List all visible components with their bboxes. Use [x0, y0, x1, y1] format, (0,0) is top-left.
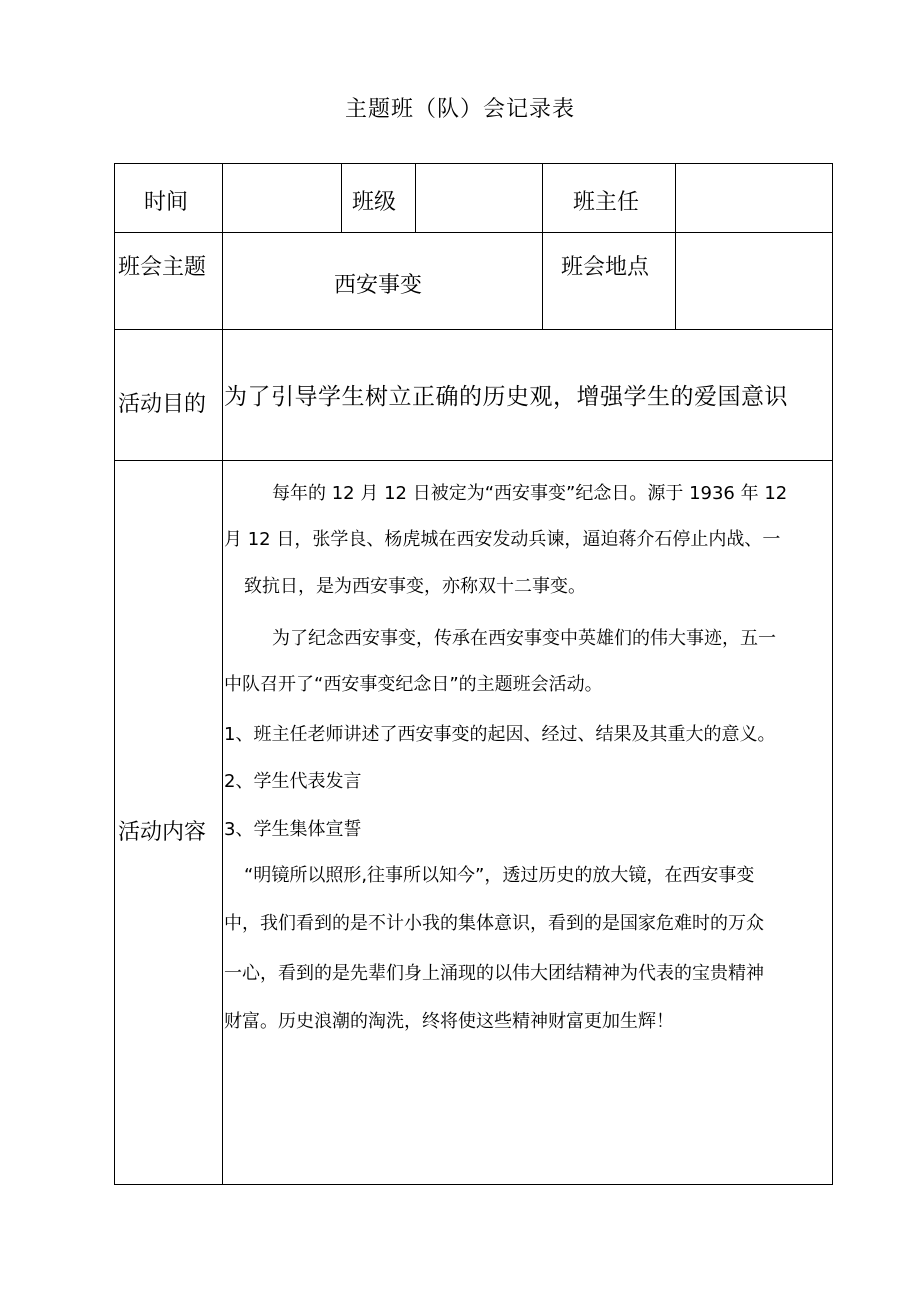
content-line: 月 12 日，张学良、杨虎城在西安发动兵谏，逼迫蒋介石停止内战、一 — [224, 529, 781, 550]
meeting-location-label-cell — [542, 232, 676, 330]
meeting-location-value-cell — [675, 232, 833, 330]
time-label: 时间 — [144, 190, 189, 215]
content-line: “明镜所以照形,往事所以知今”，透过历史的放大镜，在西安事变 — [244, 865, 755, 886]
content-line: 一心，看到的是先辈们身上涌现的以伟大团结精神为代表的宝贵精神 — [224, 963, 764, 984]
content-line: 2、学生代表发言 — [224, 771, 362, 792]
meeting-topic-label: 班会主题 — [118, 255, 207, 280]
content-line: 中队召开了“西安事变纪念日”的主题班会活动。 — [224, 674, 603, 695]
activity-purpose-value: 为了引导学生树立正确的历史观，增强学生的爱国意识 — [224, 384, 788, 410]
content-line: 1、班主任老师讲述了西安事变的起因、经过、结果及其重大的意义。 — [224, 724, 776, 745]
head-teacher-value-cell — [675, 163, 833, 233]
time-value-cell — [222, 163, 342, 233]
meeting-topic-value: 西安事变 — [334, 273, 423, 298]
content-line: 每年的 12 月 12 日被定为“西安事变”纪念日。源于 1936 年 12 — [272, 483, 788, 504]
content-line: 财富。历史浪潮的淘洗，终将使这些精神财富更加生辉！ — [224, 1011, 674, 1032]
meeting-location-label: 班会地点 — [561, 255, 650, 280]
content-line: 3、学生集体宣誓 — [224, 819, 362, 840]
meeting-topic-label-cell — [114, 232, 223, 330]
content-line: 中，我们看到的是不计小我的集体意识，看到的是国家危难时的万众 — [224, 913, 764, 934]
class-value-cell — [415, 163, 543, 233]
document-title: 主题班（队）会记录表 — [344, 97, 575, 122]
activity-purpose-label: 活动目的 — [118, 392, 207, 417]
activity-content-label: 活动内容 — [118, 820, 207, 845]
class-label: 班级 — [352, 190, 397, 215]
content-line: 致抗日，是为西安事变，亦称双十二事变。 — [244, 576, 586, 597]
head-teacher-label: 班主任 — [573, 190, 640, 215]
content-line: 为了纪念西安事变，传承在西安事变中英雄们的伟大事迹，五一 — [272, 628, 776, 649]
